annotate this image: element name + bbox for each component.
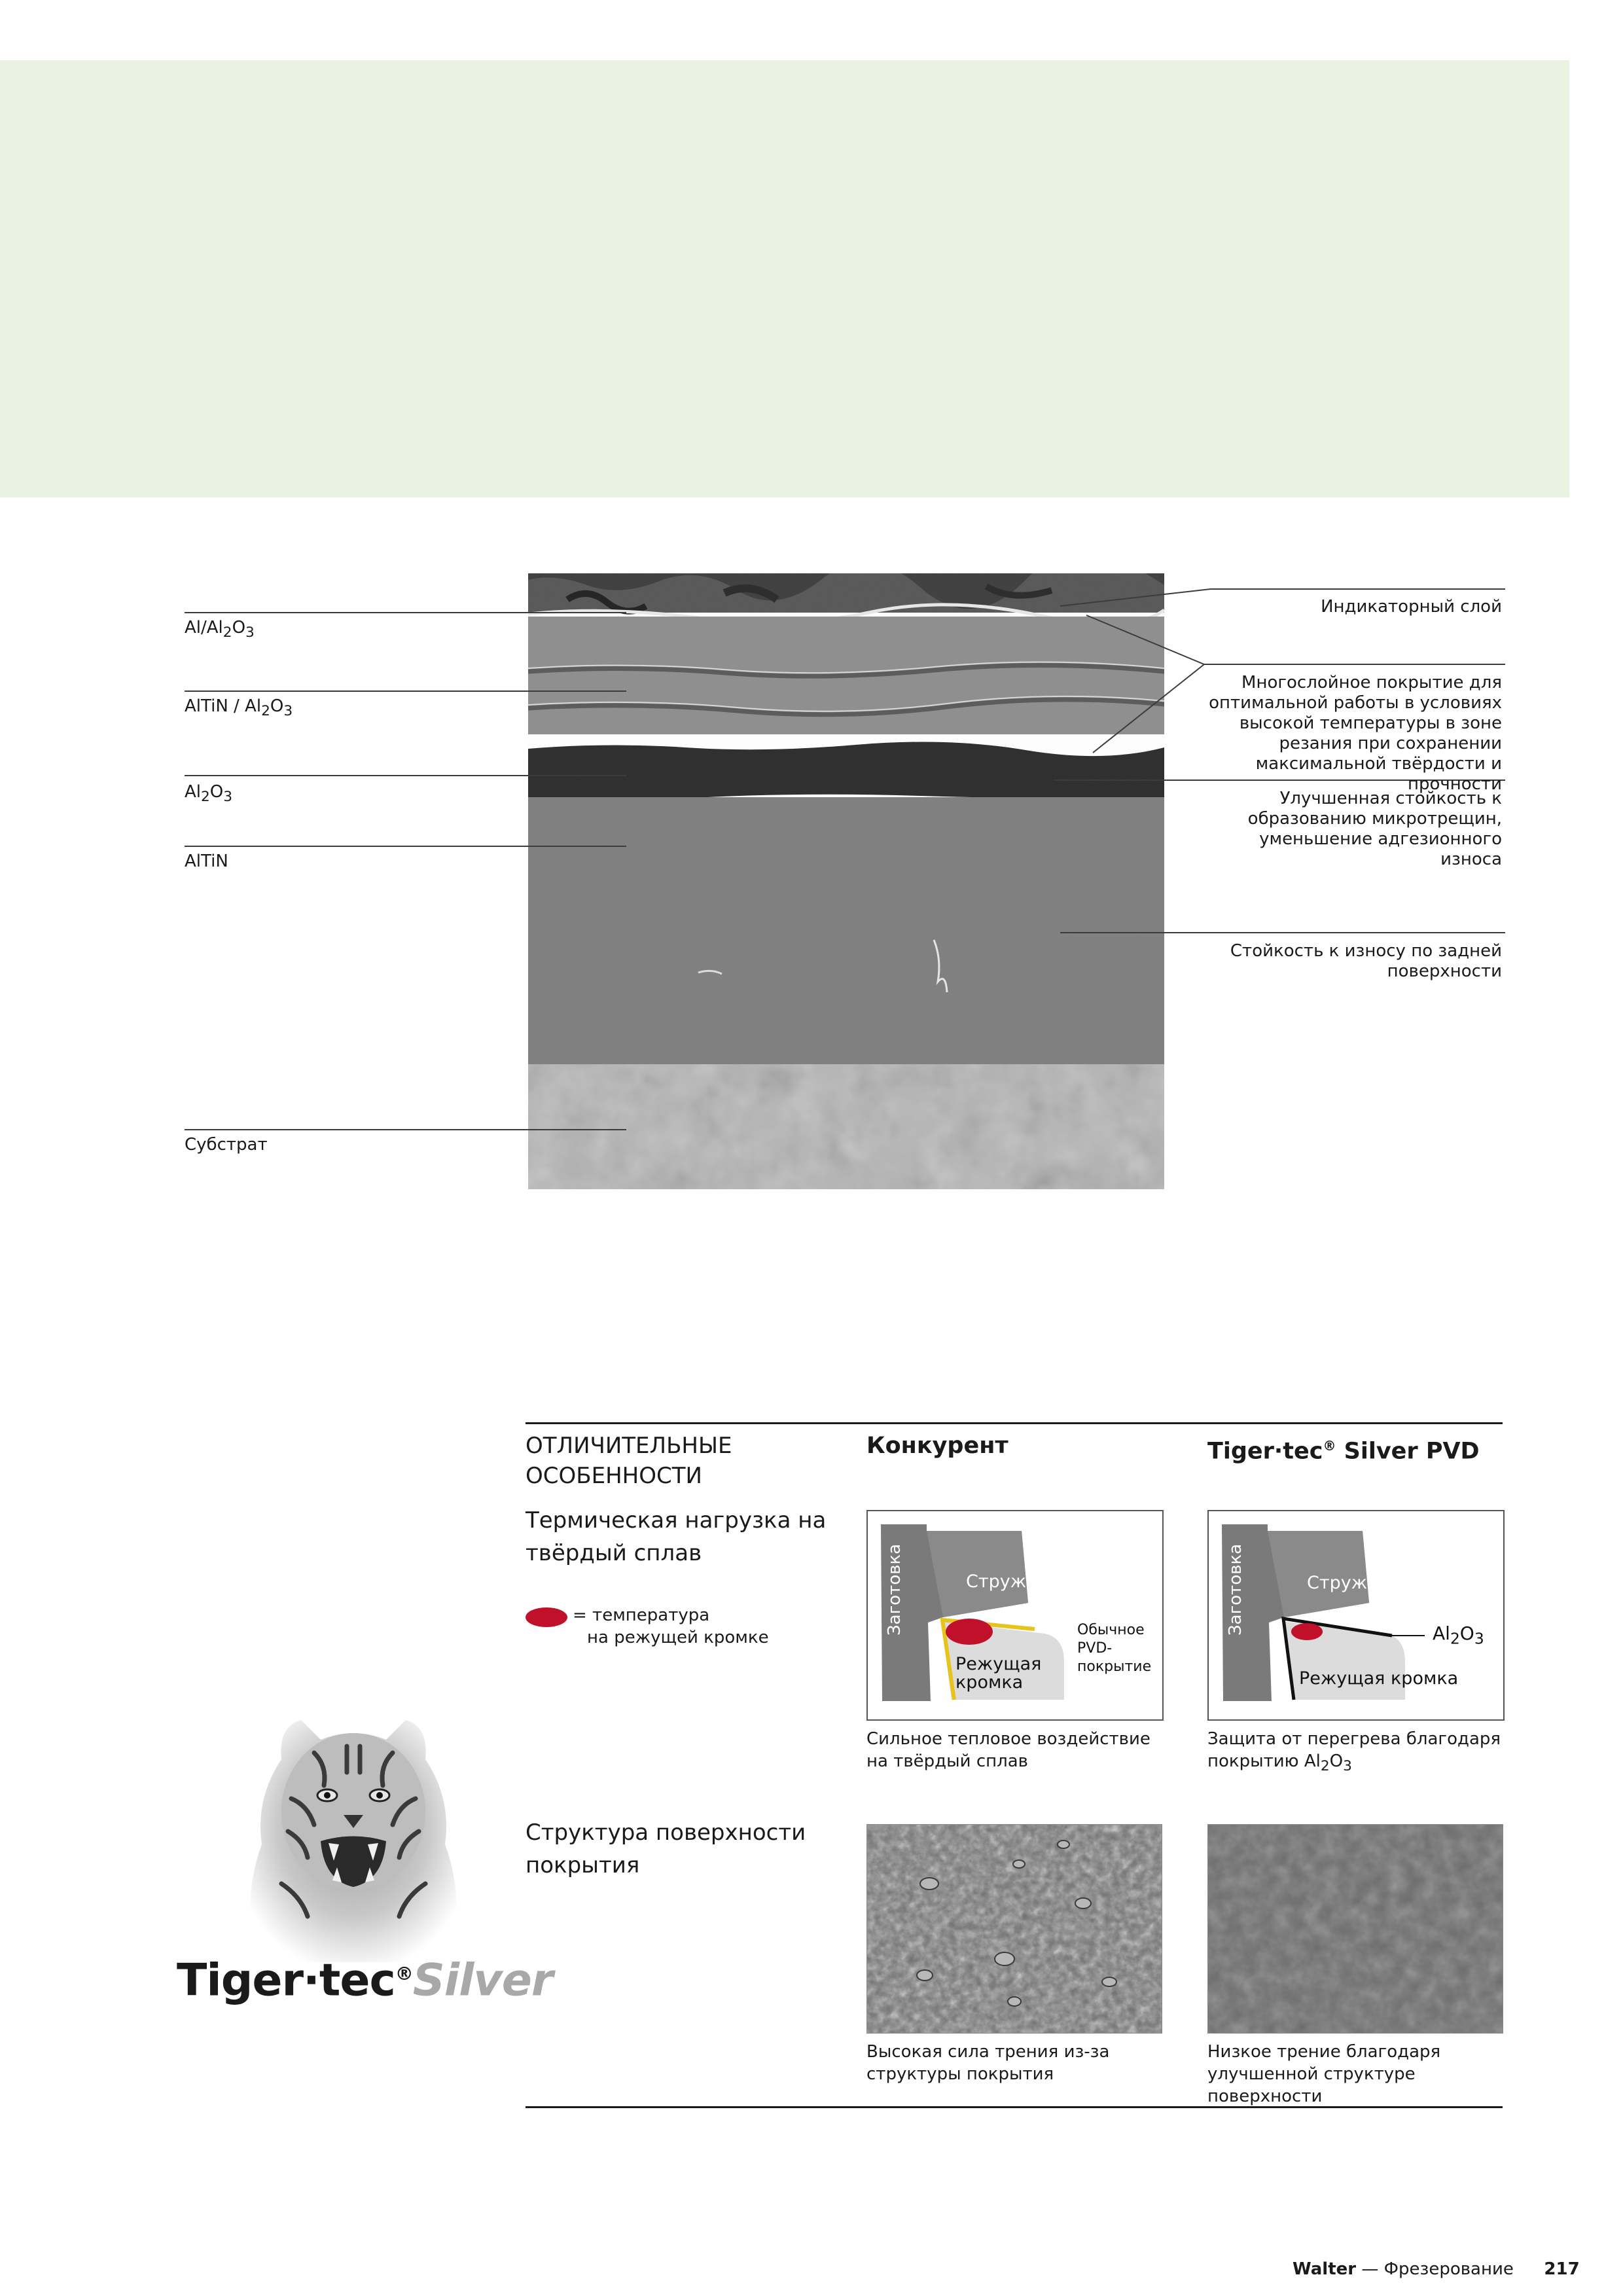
leader-line-al [185, 612, 626, 613]
tiger-image [216, 1700, 491, 1962]
tigertec-surface-caption: Низкое трение благодаря улучшенной структуре поверхности [1207, 2042, 1441, 2106]
tigertec-edge-label: Режущая кромка [1299, 1668, 1459, 1689]
tiger-tec-silver-logo: Tiger·tec®Silver [177, 1954, 553, 2007]
features-header: ОТЛИЧИТЕЛЬНЫЕ ОСОБЕННОСТИ [526, 1433, 732, 1489]
row-thermal-title: Термическая нагрузка на твёрдый сплав [526, 1507, 827, 1566]
tigertec-header: Tiger·tec® Silver PVD [1207, 1438, 1480, 1465]
tigertec-diagram [1207, 1510, 1505, 1721]
hot-spot-legend-icon [526, 1607, 567, 1627]
footer-section: — Фрезерование [1356, 2259, 1514, 2279]
header-banner [0, 60, 1569, 497]
table-top-rule [526, 1422, 1503, 1424]
tigertec-chip-label: Стружка [1307, 1573, 1389, 1593]
tigertec-workpiece-label: Заготовка [1226, 1543, 1245, 1636]
label-indicator-layer: Индикаторный слой [1321, 597, 1502, 617]
label-altin: AlTiN [185, 852, 228, 871]
label-altin-al2o3: AlTiN / $Al_2O_3$ [185, 696, 293, 720]
label-al2o3: $Al_2O_3$ [185, 782, 233, 806]
footer-brand: Walter [1293, 2259, 1357, 2279]
competitor-thermal-caption: Сильное тепловое воздействие на твёрдый сплав [866, 1729, 1150, 1771]
label-al-al2o3: $Al/Al_2O_3$ [185, 618, 255, 641]
competitor-surface-image [866, 1824, 1162, 2034]
hot-spot-legend: = температура на режущей кромке [573, 1605, 769, 1647]
label-multilayer: Многослойное покрытие для оптимальной работы в условиях высокой температуры в зоне резания при сохранении максимальной твёрдости и прочности [1209, 673, 1502, 794]
leader-line-substrate [185, 1129, 626, 1130]
table-bottom-rule [526, 2106, 1503, 2108]
tigertec-al2o3-label: $Al_2O_3$ [1433, 1623, 1484, 1648]
competitor-chip-label: Стружка [966, 1571, 1048, 1592]
leader-line-al2o3 [185, 775, 626, 776]
label-crack-resistance: Улучшенная стойкость к образованию микротрещин, уменьшение адгезионного износа [1247, 789, 1502, 869]
label-substrate: Субстрат [185, 1135, 268, 1155]
row-surface-title: Структура поверхности покрытия [526, 1820, 806, 1878]
competitor-pvd-label: Обычное PVD- покрытие [1077, 1622, 1152, 1675]
footer [1293, 2259, 1580, 2279]
tigertec-thermal-caption: Защита от перегрева благодаря покрытию $Al_2O_3$ [1207, 1729, 1501, 1775]
leader-line-altin-al2o3 [185, 691, 626, 692]
competitor-diagram [866, 1510, 1164, 1721]
competitor-edge-label: Режущая кромка [955, 1654, 1042, 1693]
label-flank-wear: Стойкость к износу по задней поверхности [1230, 941, 1502, 981]
competitor-header: Конкурент [866, 1433, 1008, 1459]
tigertec-surface-image [1207, 1824, 1503, 2034]
leader-line-altin [185, 846, 626, 847]
page-number: 217 [1544, 2259, 1580, 2279]
competitor-surface-caption: Высокая сила трения из-за структуры покрытия [866, 2042, 1110, 2084]
competitor-workpiece-label: Заготовка [885, 1543, 904, 1636]
